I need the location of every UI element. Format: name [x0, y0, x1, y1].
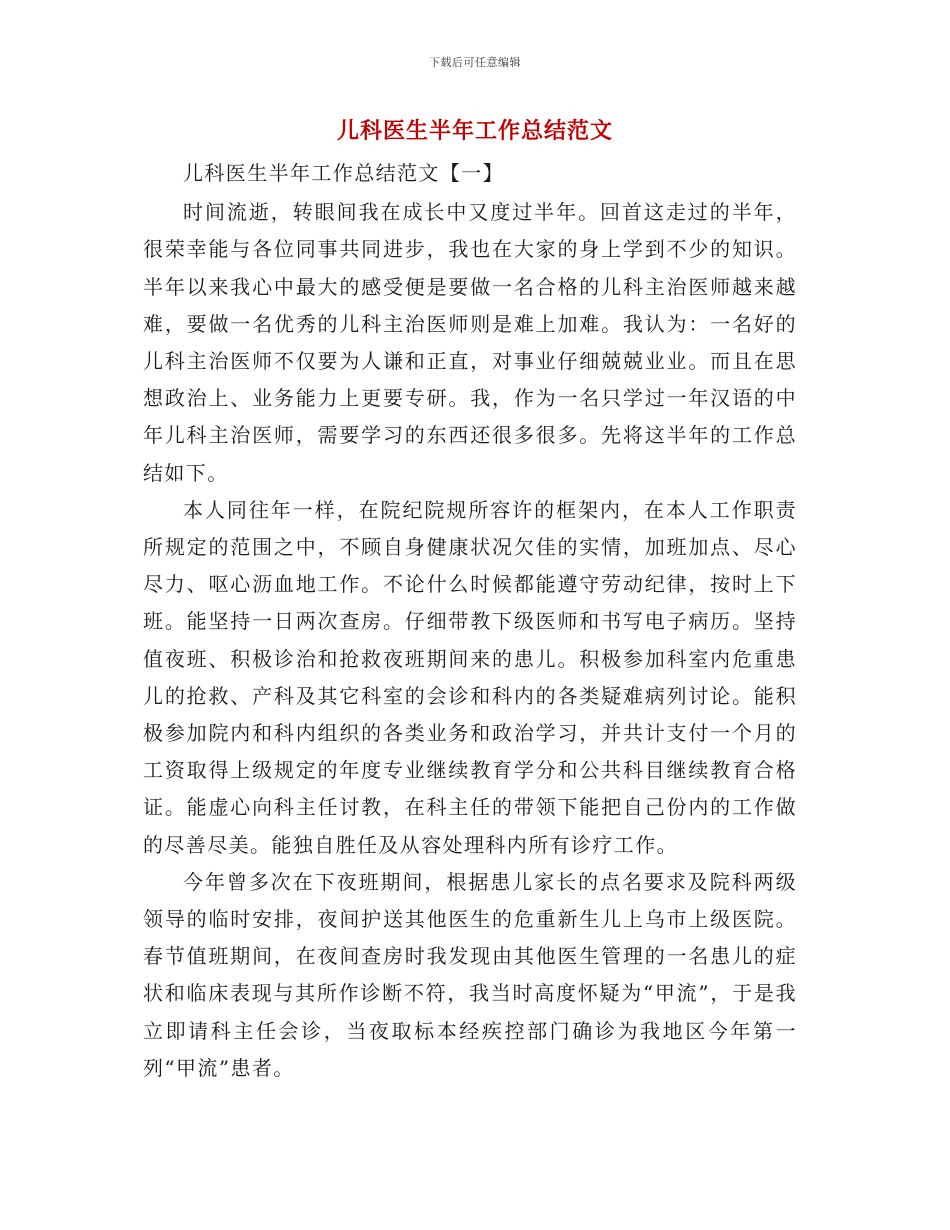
paragraph-1: 时间流逝，转眼间我在成长中又度过半年。回首这走过的半年，很荣幸能与各位同事共同进步，我也在大家的身上学到不少的知识。半年以来我心中最大的感受便是要做一名合格的儿科主治医师越来越难，要做一名优秀的儿科主治医师则是难上加难。我认为：一名好的儿科主治医师不仅要为人谦和正直，对事业仔细兢兢业业。而且在思想政治上、业务能力上更要专研。我，作为一名只学过一年汉语的中年儿科主治医师，需要学习的东西还很多很多。先将这半年的工作总结如下。 — [143, 200, 797, 485]
paragraph-2: 本人同往年一样，在院纪院规所容许的框架内，在本人工作职责所规定的范围之中，不顾自身健康状况欠佳的实情，加班加点、尽心尽力、呕心沥血地工作。不论什么时候都能遵守劳动纪律，按时上下班。能坚持一日两次查房。仔细带教下级医师和书写电子病历。坚持值夜班、积极诊治和抢救夜班期间来的患儿。积极参加科室内危重患儿的抢救、产科及其它科室的会诊和科内的各类疑难病列讨论。能积极参加院内和科内组织的各类业务和政治学习，并共计支付一个月的工资取得上级规定的年度专业继续教育学分和公共科目继续教育合格证。能虚心向科主任讨教，在科主任的带领下能把自己份内的工作做的尽善尽美。能独自胜任及从容处理科内所有诊疗工作。 — [143, 497, 797, 857]
document-subtitle: 儿科医生半年工作总结范文【一】 — [183, 161, 504, 185]
document-body — [143, 155, 797, 1087]
paragraph-3: 今年曾多次在下夜班期间，根据患儿家长的点名要求及院科两级领导的临时安排，夜间护送其他医生的危重新生儿上乌市上级医院。春节值班期间，在夜间查房时我发现由其他医生管理的一名患儿的症状和临床表现与其所作诊断不符，我当时高度怀疑为“甲流”，于是我立即请科主任会诊，当夜取标本经疾控部门确诊为我地区今年第一列“甲流”患者。 — [143, 869, 797, 1080]
page-header-note: 下载后可任意编辑 — [429, 56, 521, 69]
document-title: 儿科医生半年工作总结范文 — [336, 118, 613, 144]
